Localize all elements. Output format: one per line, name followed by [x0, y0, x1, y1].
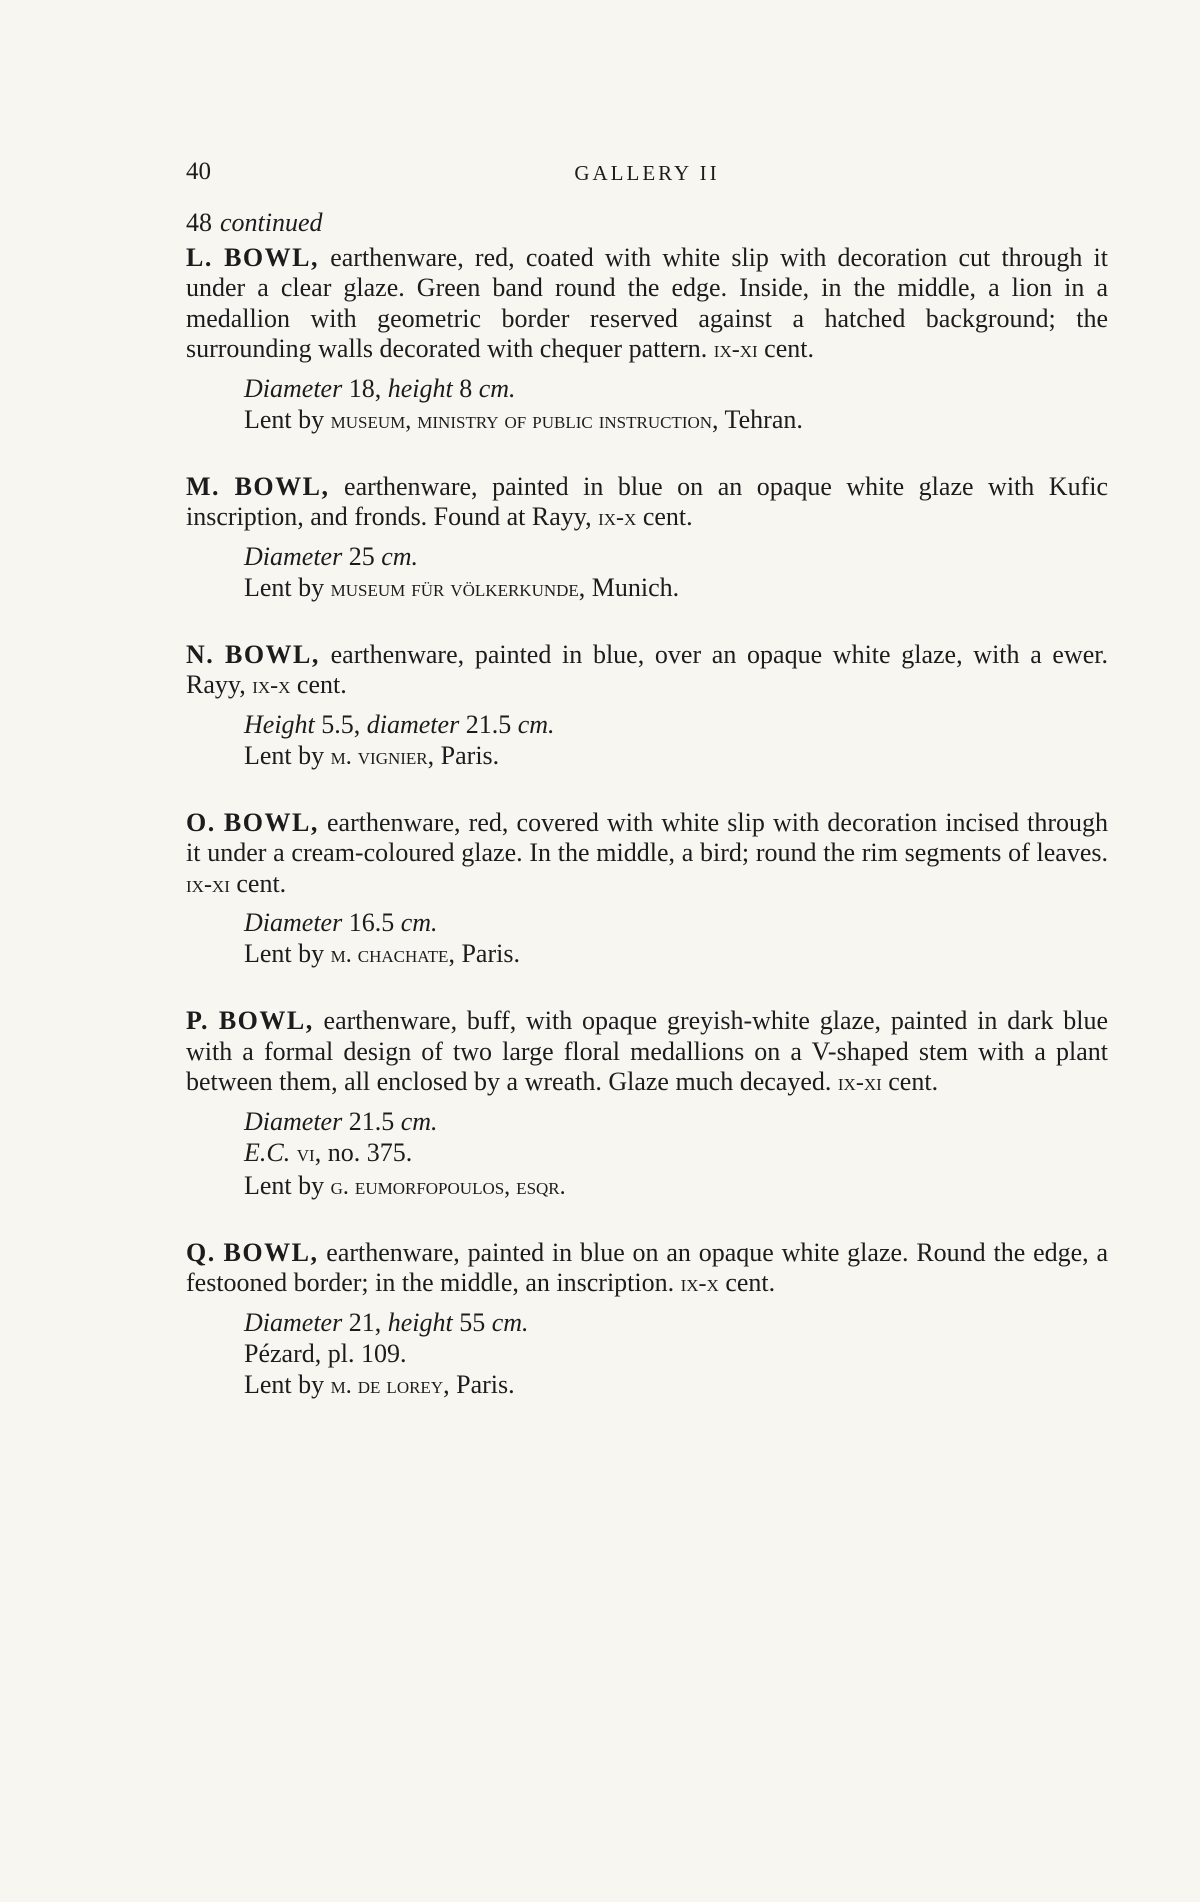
entry-meta [244, 1307, 1108, 1402]
entry-letter: Q. [186, 1237, 216, 1267]
entry-letter: L. [186, 242, 213, 272]
lender [244, 1170, 1108, 1203]
lender-prefix: Lent by [244, 404, 331, 434]
lender-prefix: Lent by [244, 740, 331, 770]
lender [244, 404, 1108, 437]
object-type: BOWL, [218, 1006, 314, 1035]
object-type: BOWL, [223, 807, 319, 837]
entry-description [186, 1238, 1108, 1300]
lender [244, 1369, 1108, 1402]
continuation-line [186, 208, 1108, 239]
lender-name: museum, ministry of public instruction [330, 407, 713, 434]
lender-name: museum für völkerkunde [330, 575, 579, 602]
object-type: BOWL, [224, 242, 319, 272]
date-suffix: cent. [229, 868, 287, 898]
dimensions [244, 907, 1108, 938]
entry-description [186, 640, 1108, 702]
entry-group-number: 48 [186, 208, 212, 237]
entry-letter: N. [186, 639, 215, 669]
entry-p [186, 1006, 1108, 1203]
dimension-label: height [387, 373, 453, 403]
entry-text: earthenware, red, coated with white slip with decoration cut through it under a clear glaze. Green band round the edge. Inside, in the middle, a lion in a medallion with geometric border reserved against a hatched background; the surrounding walls decorated with chequer pattern. [186, 242, 1109, 363]
lender-name: g. eumorfopoulos, esqr. [330, 1173, 566, 1200]
entry-o [186, 808, 1108, 972]
reference [244, 1137, 1108, 1170]
dimension-value: 21.5 [342, 1106, 401, 1136]
dimension-label: height [387, 1307, 453, 1337]
dimensions [244, 1106, 1108, 1137]
dimension-value: 18, [342, 373, 388, 403]
lender [244, 740, 1108, 773]
dimensions [244, 373, 1108, 404]
reference-number: , no. 375. [314, 1137, 413, 1167]
reference: Pézard, pl. 109. [244, 1338, 407, 1368]
date-suffix: cent. [881, 1067, 939, 1096]
dimension-value: 5.5, [314, 709, 367, 739]
entry-letter: M. [186, 471, 221, 501]
reference-volume: vi [296, 1140, 315, 1167]
entry-text: earthenware, painted in blue, over an opaque white glaze, with a ewer. Rayy, [186, 639, 1109, 699]
entry-m [186, 472, 1108, 605]
entry-meta [244, 907, 1108, 971]
entry-description [186, 808, 1108, 901]
lender-name: m. vignier [330, 743, 428, 770]
reference-abbreviation: E.C. [244, 1137, 291, 1167]
date-suffix: cent. [757, 334, 814, 363]
date-century: ix-x [680, 1271, 719, 1297]
date-century: ix-x [252, 673, 291, 699]
date-century: ix-xi [837, 1070, 882, 1096]
dimension-label: Diameter [244, 373, 343, 403]
page-number: 40 [186, 158, 211, 185]
entry-description [186, 1006, 1108, 1099]
dimension-value: 21.5 [459, 709, 518, 739]
lender-place: , Tehran. [712, 404, 803, 434]
dimension-value: 25 [342, 541, 382, 571]
dimension-label: Diameter [244, 1106, 343, 1136]
entry-text: earthenware, buff, with opaque greyish-white glaze, painted in dark blue with a formal design of two large floral medallions on a V-shaped stem with a plant between them, all enclosed by a wreath. Glaze much decayed. [186, 1006, 1109, 1096]
date-suffix: cent. [636, 502, 693, 531]
dimension-unit: cm. [400, 908, 438, 937]
lender [244, 938, 1108, 971]
object-type: BOWL, [223, 1237, 319, 1267]
lender-prefix: Lent by [244, 1170, 331, 1200]
dimension-value: 16.5 [342, 908, 401, 937]
lender-name: m. chachate [330, 942, 449, 968]
entry-description [186, 472, 1108, 534]
dimension-unit: cm. [478, 373, 516, 403]
dimension-unit: cm. [491, 1307, 529, 1337]
date-suffix: cent. [718, 1268, 776, 1297]
lender-place: , Paris. [448, 939, 520, 968]
lender-prefix: Lent by [244, 572, 331, 602]
dimension-label: Diameter [244, 1307, 343, 1337]
dimension-label: Diameter [244, 541, 343, 571]
dimension-label: Diameter [244, 908, 343, 937]
lender-place: , Paris. [443, 1369, 515, 1399]
dimension-value: 8 [452, 373, 479, 403]
dimension-value: 21, [342, 1307, 388, 1337]
lender-place: , Paris. [427, 740, 500, 770]
dimension-unit: cm. [381, 541, 419, 571]
page-body [186, 208, 1108, 1402]
entry-n [186, 640, 1108, 773]
entry-letter: O. [186, 807, 216, 837]
entry-text: earthenware, painted in blue on an opaque white glaze with Kufic inscription, and fronds. Found at Rayy, [186, 471, 1108, 531]
object-type: BOWL, [234, 471, 330, 501]
dimension-unit: cm. [400, 1106, 438, 1136]
entry-description [186, 243, 1108, 366]
lender-prefix: Lent by [244, 939, 331, 968]
dimension-value: 55 [452, 1307, 492, 1337]
date-century: ix-x [598, 505, 637, 531]
date-century: ix-xi [186, 871, 230, 898]
object-type: BOWL, [224, 639, 320, 669]
dimension-label: diameter [366, 709, 460, 739]
entry-text: earthenware, painted in blue on an opaque white glaze. Round the edge, a festooned border; in the middle, an inscription. [186, 1237, 1109, 1297]
running-title: GALLERY II [574, 161, 720, 185]
entry-meta [244, 709, 1108, 773]
entry-meta [244, 541, 1108, 605]
running-header [186, 158, 1108, 192]
entry-text: earthenware, red, covered with white slip with decoration incised through it under a cream-coloured glaze. In the middle, a bird; round the rim segments of leaves. [186, 807, 1109, 867]
entry-letter: P. [186, 1006, 209, 1035]
dimension-label: Height [244, 709, 315, 739]
lender-prefix: Lent by [244, 1369, 331, 1399]
lender-place: , Munich. [578, 572, 680, 602]
entry-meta [244, 373, 1108, 437]
entry-meta [244, 1106, 1108, 1203]
dimensions [244, 709, 1108, 740]
lender [244, 572, 1108, 605]
date-suffix: cent. [290, 670, 347, 699]
entry-q [186, 1238, 1108, 1402]
dimensions [244, 541, 1108, 572]
entry-l [186, 243, 1108, 437]
dimension-unit: cm. [517, 709, 555, 739]
dimensions [244, 1307, 1108, 1338]
continued-label: continued [220, 208, 323, 237]
date-century: ix-xi [713, 337, 758, 363]
lender-name: m. de lorey [330, 1372, 444, 1399]
